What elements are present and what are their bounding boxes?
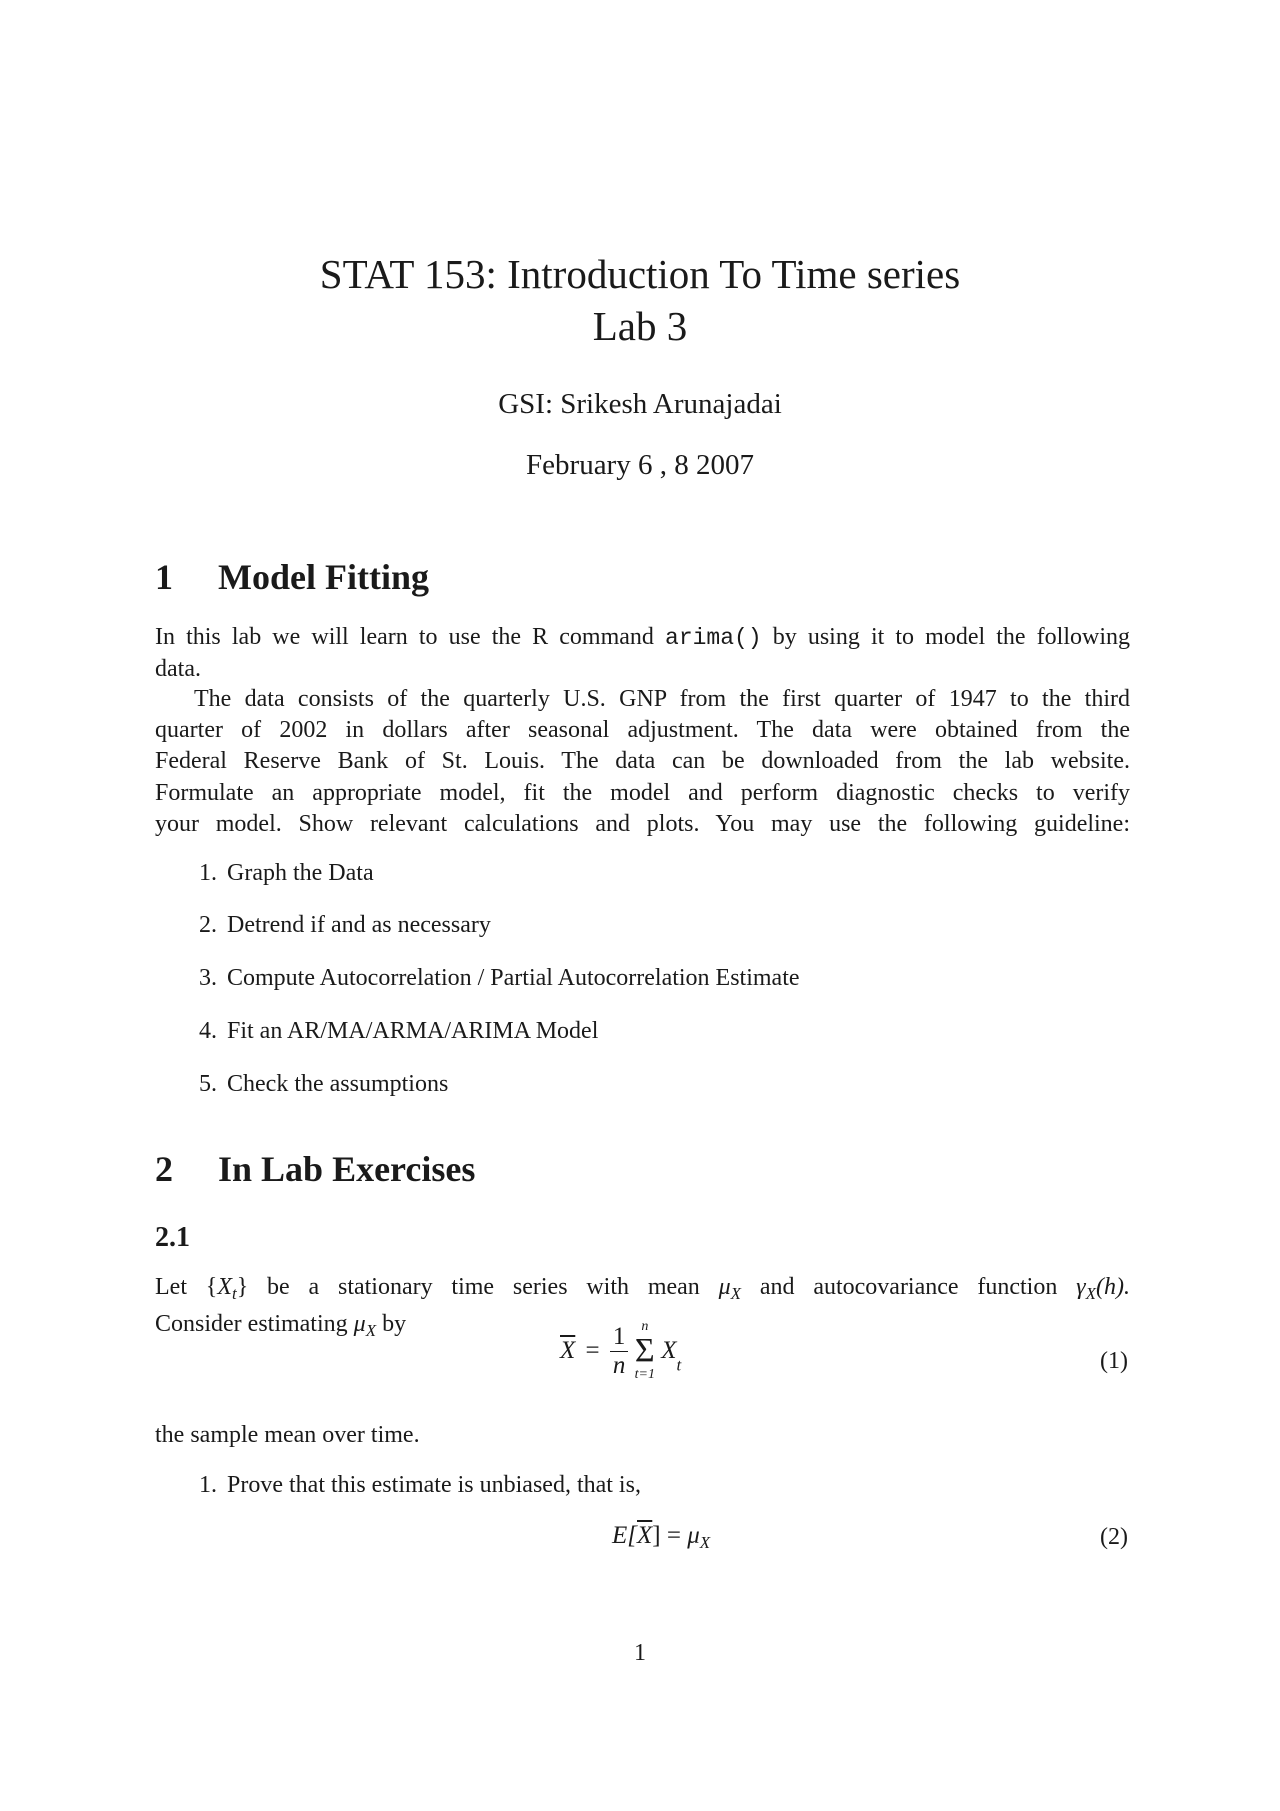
section-title: Model Fitting: [218, 557, 429, 597]
paragraph-line: Federal Reserve Bank of St. Louis. The data can be downloaded from the lab website.: [155, 748, 1130, 775]
after-equation-text: [155, 1420, 1130, 1451]
sigma: Σ: [634, 1332, 655, 1369]
section-number: 1: [155, 557, 173, 597]
intro-line: [155, 622, 1130, 654]
intro-line-2: data.: [155, 656, 201, 683]
exercise-line: [155, 1272, 1130, 1309]
xbar: $\overline{X}$: [637, 1522, 653, 1549]
xt-sub: t: [676, 1355, 682, 1375]
list-item: [186, 1018, 598, 1045]
sum-upper: n: [641, 1319, 649, 1334]
after-equation-line: the sample mean over time.: [155, 1422, 420, 1448]
intro-text: In this lab we will learn to use the R command: [155, 624, 666, 650]
list-item: [186, 965, 800, 992]
equals: =: [660, 1522, 688, 1549]
list-item: [186, 912, 491, 939]
math-var: μ: [718, 1274, 731, 1300]
equals: =: [585, 1337, 600, 1364]
list-item: [186, 860, 374, 887]
list-text: Graph the Data: [227, 860, 374, 886]
summation: [635, 1320, 655, 1382]
math-sub: X: [365, 1321, 377, 1341]
equation-2-body: [612, 1522, 710, 1553]
list-text: Detrend if and as necessary: [227, 912, 491, 938]
math-var: μ: [353, 1311, 366, 1338]
xbar: $\overline{X}$: [560, 1337, 576, 1364]
paragraph-line: Formulate an appropriate model, fit the model and perform diagnostic checks to verify: [155, 779, 1130, 806]
document-subtitle: Lab 3: [592, 303, 688, 349]
list-number: 1.: [199, 860, 217, 886]
sum-lower: t=1: [634, 1367, 655, 1382]
expectation: E[: [612, 1522, 637, 1549]
data-description-paragraph: [155, 684, 1130, 840]
list-item: [186, 1472, 641, 1499]
list-number: 4.: [199, 1018, 217, 1044]
xt: X: [661, 1337, 677, 1364]
section-heading-in-lab-exercises: [155, 1148, 475, 1190]
math-var: X: [217, 1274, 232, 1300]
text: } be a stationary time series with mean: [236, 1274, 719, 1300]
list-text: Check the assumptions: [227, 1071, 449, 1097]
list-item: [186, 1071, 448, 1098]
mu: μ: [687, 1522, 700, 1549]
arima-code: arima(): [665, 625, 762, 651]
list-text: Fit an AR/MA/ARMA/ARIMA Model: [227, 1018, 599, 1044]
bracket: ]: [652, 1522, 661, 1549]
intro-paragraph: [155, 622, 1130, 685]
equation-1-body: [560, 1320, 681, 1382]
paragraph-line: quarter of 2002 in dollars after seasonal adjustment. The data were obtained from the: [155, 717, 1130, 744]
equation-1: [0, 1320, 1280, 1400]
document-title: STAT 153: Introduction To Time series: [319, 251, 961, 297]
section-heading-model-fitting: [155, 556, 429, 598]
list-text: Prove that this estimate is unbiased, that is,: [227, 1472, 641, 1498]
section-title: In Lab Exercises: [218, 1149, 476, 1189]
text: by: [376, 1311, 407, 1338]
list-text: Compute Autocorrelation / Partial Autocorrelation Estimate: [227, 965, 800, 991]
text: Let {: [155, 1274, 218, 1300]
list-number: 2.: [199, 912, 217, 938]
fraction: [610, 1323, 629, 1380]
mu-sub: X: [699, 1533, 711, 1552]
subsection-heading: 2.1: [155, 1222, 190, 1253]
text: Consider estimating: [155, 1311, 354, 1338]
math-sub: X: [1085, 1284, 1097, 1303]
equation-number: (1): [1100, 1348, 1128, 1374]
text: and autocovariance function: [741, 1274, 1077, 1300]
paragraph-line: your model. Show relevant calculations and plots. You may use the following guideline:: [155, 810, 1130, 837]
math-var: (h).: [1096, 1274, 1131, 1300]
list-number: 5.: [199, 1071, 217, 1097]
frac-top: 1: [610, 1323, 629, 1352]
date: February 6 , 8 2007: [526, 449, 754, 481]
section-number: 2: [155, 1149, 173, 1189]
author: GSI: Srikesh Arunajadai: [498, 388, 782, 420]
math-var: γ: [1076, 1274, 1086, 1300]
equation-number: (2): [1100, 1524, 1128, 1550]
equation-2: [0, 1522, 1280, 1562]
math-sub: t: [231, 1284, 237, 1303]
math-sub: X: [730, 1284, 742, 1303]
list-number: 1.: [199, 1472, 217, 1498]
paragraph-line: The data consists of the quarterly U.S. GNP from the first quarter of 1947 to the third: [194, 686, 1130, 712]
list-number: 3.: [199, 965, 217, 991]
frac-bottom: n: [612, 1351, 626, 1379]
intro-text-continued: by using it to model the following: [761, 624, 1130, 650]
page-number: 1: [634, 1640, 646, 1666]
